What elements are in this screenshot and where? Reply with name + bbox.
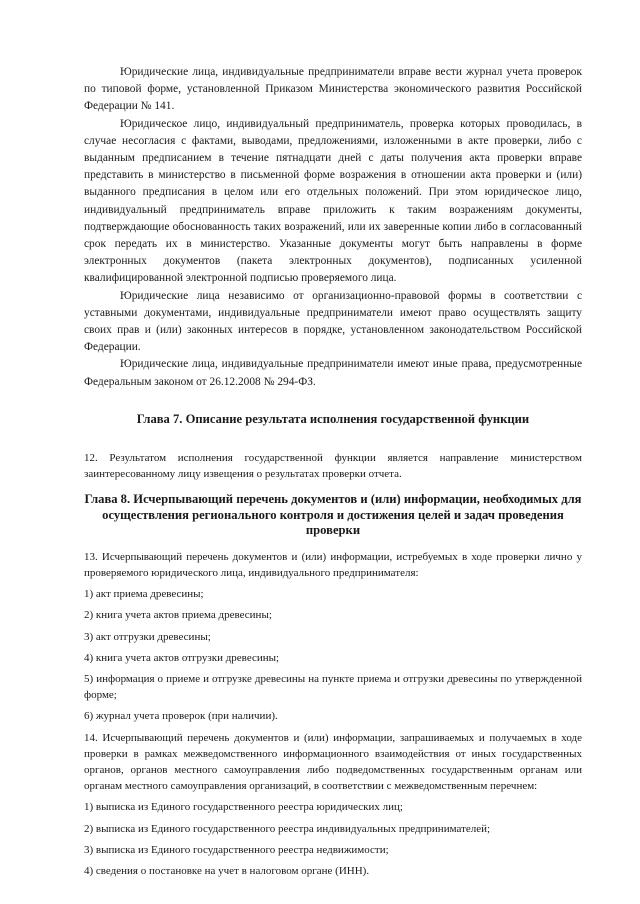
list14-item: 4) сведения о постановке на учет в налоговом органе (ИНН). [84,865,370,878]
item-14: 14. Исчерпывающий перечень документов и (или) информации, запрашиваемых и получаемых в ходе проверки в рамках межведомственного информационного взаимодействия от иных государственных органов, органов местного самоуправления либо подведомственных государственным органам или органам местного самоуправления организаций, в соответствии с межведомственным перечнем: [84,731,582,793]
list13-item: 1) акт приема древесины; [84,588,204,601]
list14-item: 1) выписка из Единого государственного реестра юридических лиц; [84,801,403,814]
item-12: 12. Результатом исполнения государственной функции является направление министерством заинтересованному лицу извещения о результатах проверки отчета. [84,451,582,481]
paragraph-objections: Юридическое лицо, индивидуальный предприниматель, проверка которых проводилась, в случае несогласия с фактами, выводами, предложениями, изложенными в акте проверки, либо с выданным предписанием в течение пятнадцати дней с даты получения акта проверки вправе представить в министерство в письменной форме возражения в отношении акта проверки и (или) выданного предписания в целом или его отдельных положений. При этом юридическое лицо, индивидуальный предприниматель вправе приложить к таким возражениям документы, подтверждающие обоснованность таких возражений, или их заверенные копии либо в согласованный срок передать их в министерство. Указанные документы могут быть направлены в форме электронных документов (пакета электронных документов), подписанных усиленной квалифицированной электронной подписью проверяемого лица. [84,117,582,285]
item-13: 13. Исчерпывающий перечень документов и (или) информации, истребуемых в ходе проверки лично у проверяемого юридического лица, индивидуального предпринимателя: [84,550,582,579]
list13-item: 6) журнал учета проверок (при наличии). [84,710,278,723]
list14-item: 3) выписка из Единого государственного реестра недвижимости; [84,843,389,856]
list13-item: 5) информация о приеме и отгрузке древесины на пункте приема и отгрузки древесины по утвержденной форме; [84,672,582,702]
chapter-8-heading: Глава 8. Исчерпывающий перечень документов и (или) информации, необходимых для осуществления регионального контроля и достижения целей и задач проведения проверки [84,492,582,538]
list13-item: 3) акт отгрузки древесины; [84,630,211,643]
list14-item: 2) выписка из Единого государственного реестра индивидуальных предпринимателей; [84,822,491,835]
paragraph-other-rights: Юридические лица, индивидуальные предприниматели имеют иные права, предусмотренные Федеральным законом от 26.12.2008 № 294-ФЗ. [84,358,582,388]
list13-item: 2) книга учета актов приема древесины; [84,609,272,622]
chapter-7-heading: Глава 7. Описание результата исполнения государственной функции [136,411,530,426]
paragraph-rights-protection: Юридические лица независимо от организационно-правовой формы в соответствии с уставными документами, индивидуальные предприниматели имеют право осуществлять защиту своих прав и (или) законных интересов в порядке, установленном законодательством Российской Федерации. [84,289,582,354]
list13-item: 4) книга учета актов отгрузки древесины; [84,651,280,664]
paragraph-journal: Юридические лица, индивидуальные предприниматели вправе вести журнал учета проверок по типовой форме, установленной Приказом Министерства экономического развития Российской Федерации № 141. [84,66,582,113]
